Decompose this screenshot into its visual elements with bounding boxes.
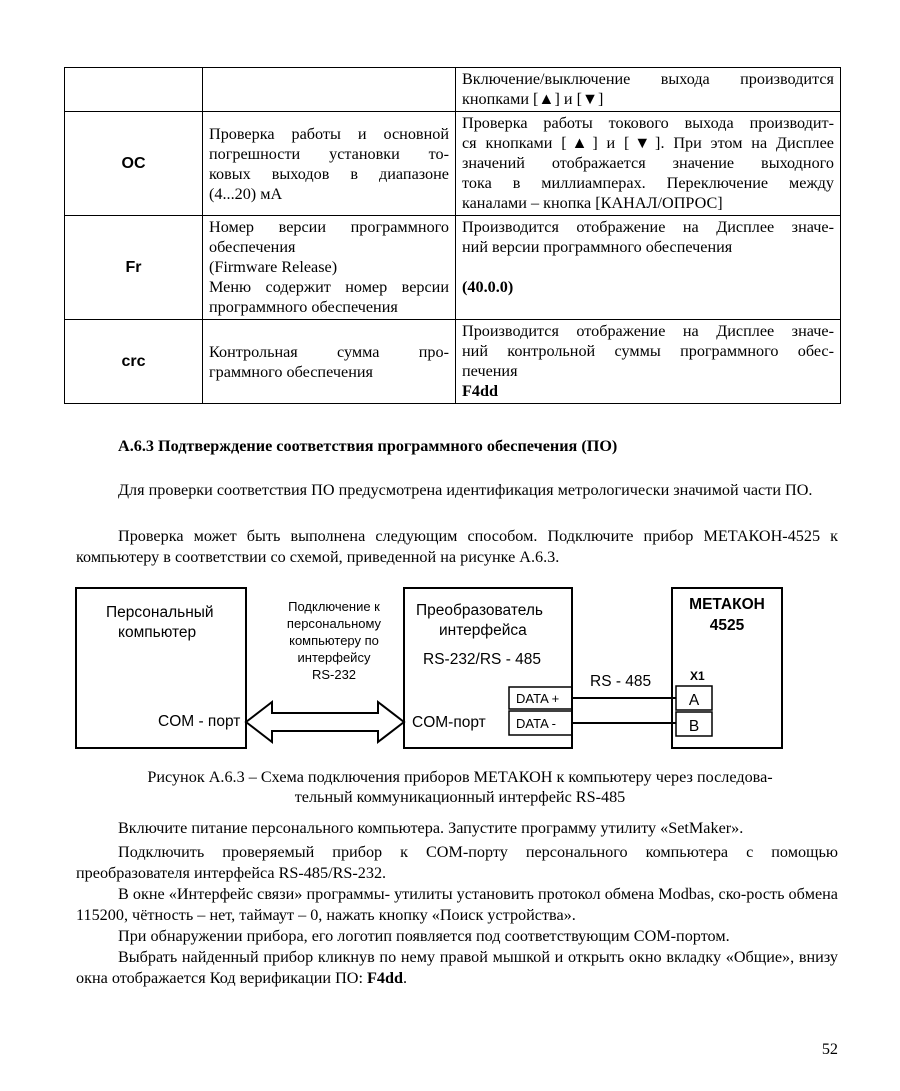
table-row bbox=[65, 112, 841, 216]
table-cell-name bbox=[203, 112, 456, 216]
table-text-line: погрешности установки то- bbox=[209, 144, 449, 163]
arrow-label-line: компьютеру по bbox=[289, 633, 379, 648]
paragraph: При обнаружении прибора, его логотип появляется под соответствующим COM-портом. bbox=[118, 927, 730, 945]
table-cell-code: Fr bbox=[65, 216, 203, 320]
table-cell-code bbox=[65, 68, 203, 112]
pin-b-label: B bbox=[688, 718, 700, 735]
table-text-line: Проверка работы и основной bbox=[209, 124, 449, 143]
table-text-line: каналами – кнопка [КАНАЛ/ОПРОС] bbox=[462, 194, 723, 212]
table-cell-code: OC bbox=[65, 112, 203, 216]
table-cell-code: crc bbox=[65, 320, 203, 404]
arrow-label-line: интерфейсу bbox=[297, 650, 371, 665]
paragraph-text: Выбрать найденный прибор кликнув по нему правой мышкой и открыть окно вкладку «Общие», внизу окна отображается Код верификации ПО: bbox=[76, 948, 838, 987]
table-text-line: ковых выходов в диапазоне bbox=[209, 164, 449, 183]
table-cell-description bbox=[456, 112, 841, 216]
bus-label: RS - 485 bbox=[590, 673, 652, 690]
table-cell-name bbox=[203, 320, 456, 404]
connection-diagram bbox=[0, 580, 900, 755]
table-text-line: значений отображается значение выходного bbox=[462, 154, 834, 172]
pc-title-line: Персональный bbox=[106, 604, 214, 621]
table-cell-name bbox=[203, 68, 456, 112]
table-text-line: (4...20) мА bbox=[209, 184, 283, 203]
caption-line: Рисунок А.6.3 – Схема подключения приборов МЕТАКОН к компьютеру через последова- bbox=[147, 768, 773, 786]
connector-label: X1 bbox=[690, 669, 705, 683]
verification-code: F4dd bbox=[367, 969, 404, 987]
converter-protocol: RS-232/RS - 485 bbox=[423, 651, 542, 668]
table-text-line: ний версии программного обеспечения bbox=[462, 238, 733, 256]
arrow-label-line: RS-232 bbox=[311, 667, 357, 682]
arrow-label-line: персональному bbox=[286, 616, 382, 631]
table-cell-description bbox=[456, 68, 841, 112]
paragraph: Проверка может быть выполнена следующим способом. Подключите прибор МЕТАКОН-4525 к компьютеру в соответствии со схемой, приведенной на рисунке А.6.3. bbox=[76, 527, 838, 566]
paragraph: Для проверки соответствия ПО предусмотрена идентификация метрологически значимой части ПО. bbox=[118, 481, 813, 499]
table-text-line: Меню содержит номер версии bbox=[209, 278, 449, 296]
table-row bbox=[65, 68, 841, 112]
arrow-label-line: Подключение к bbox=[288, 599, 380, 614]
table-text-line: кнопками [▲] и [▼] bbox=[462, 90, 604, 108]
paragraph: Подключить проверяемый прибор к COM-порту персонального компьютера с помощью преобразователя интерфейса RS-485/RS-232. bbox=[76, 843, 838, 882]
double-arrow-icon bbox=[246, 702, 404, 742]
converter-port-label: COM-порт bbox=[412, 714, 486, 731]
paragraph-end: . bbox=[403, 969, 408, 987]
table-text-line: Номер версии программного bbox=[209, 218, 449, 236]
table-cell-description bbox=[456, 216, 841, 320]
paragraph: В окне «Интерфейс связи» программы- утилиты установить протокол обмена Modbas, ско-рость обмена 115200, чётность – нет, таймаут – 0, нажать кнопку «Поиск устройства». bbox=[76, 885, 838, 924]
table-cell-name bbox=[203, 216, 456, 320]
pin-a-label: A bbox=[688, 692, 700, 709]
caption-line: тельный коммуникационный интерфейс RS-485 bbox=[294, 788, 626, 806]
converter-title-line: интерфейса bbox=[439, 622, 527, 639]
table-cell-description bbox=[456, 320, 841, 404]
table-text-line: тока в миллиамперах. Переключение между bbox=[462, 174, 834, 192]
table-text-line: граммного обеспечения bbox=[209, 362, 373, 381]
pc-title-line: компьютер bbox=[118, 624, 197, 641]
table-row bbox=[65, 216, 841, 320]
page-number: 52 bbox=[821, 1040, 838, 1058]
menu-parameters-table bbox=[64, 67, 841, 404]
table-text-line: (Firmware Release) bbox=[209, 258, 338, 276]
paragraph: Включите питание персонального компьютера. Запустите программу утилиту «SetMaker». bbox=[118, 819, 744, 837]
table-text-line: Производится отображение на Дисплее значе- bbox=[462, 322, 834, 340]
data-plus-label: DATA + bbox=[516, 691, 560, 706]
table-text-line: Проверка работы токового выхода производит- bbox=[462, 114, 834, 132]
table-text-line: печения bbox=[462, 362, 518, 380]
paragraph bbox=[76, 947, 838, 989]
table-text-line: ся кнопками [▲] и [▼]. При этом на Дисплее bbox=[462, 134, 834, 152]
device-title-line: 4525 bbox=[709, 617, 745, 634]
table-text-line: Производится отображение на Дисплее значе- bbox=[462, 218, 834, 236]
figure-caption bbox=[90, 767, 830, 807]
checksum-value: F4dd bbox=[462, 382, 498, 400]
section-heading: А.6.3 Подтверждение соответствия программного обеспечения (ПО) bbox=[118, 437, 618, 455]
device-title-line: МЕТАКОН bbox=[689, 596, 765, 613]
table-row bbox=[65, 320, 841, 404]
data-minus-label: DATA - bbox=[516, 716, 556, 731]
table-text-line: Контрольная сумма про- bbox=[209, 342, 449, 361]
firmware-version: (40.0.0) bbox=[462, 278, 514, 296]
pc-port-label: COM - порт bbox=[158, 713, 241, 730]
table-text-line: обеспечения bbox=[209, 238, 296, 256]
table-text-line: программного обеспечения bbox=[209, 298, 398, 316]
converter-title-line: Преобразователь bbox=[416, 602, 543, 619]
table-text-line: Включение/выключение выхода производится bbox=[462, 70, 834, 88]
table-text-line: ний контрольной суммы программного обес- bbox=[462, 342, 834, 360]
